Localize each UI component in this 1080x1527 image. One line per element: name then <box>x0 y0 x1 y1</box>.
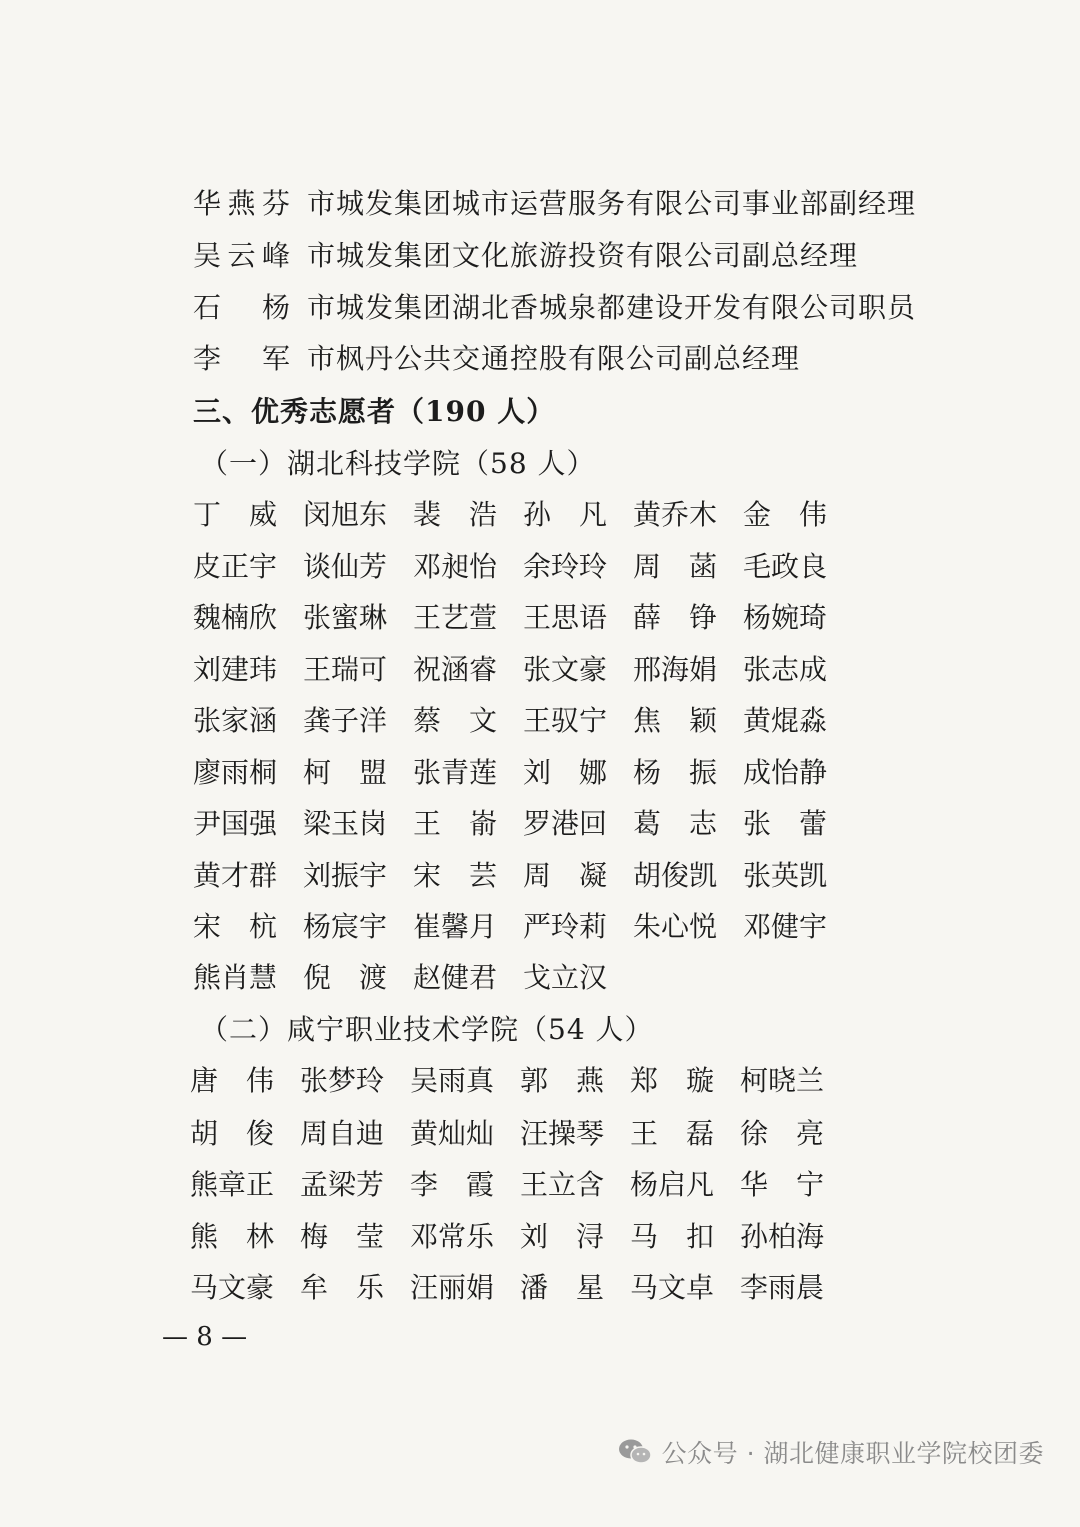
volunteer-name: 杨宸宇 <box>303 910 388 943</box>
volunteer-name: 张文豪 <box>523 653 608 686</box>
volunteer-name: 张青莲 <box>413 756 498 789</box>
volunteer-name: 郭 燕 <box>520 1064 605 1097</box>
volunteer-name: 胡 俊 <box>190 1117 275 1150</box>
volunteer-name: 梅 莹 <box>300 1220 385 1253</box>
volunteer-name: 邓健宇 <box>743 910 828 943</box>
volunteer-name: 徐 亮 <box>740 1117 825 1150</box>
volunteer-name: 李雨晨 <box>740 1271 825 1304</box>
volunteer-name: 梁玉岗 <box>303 807 388 840</box>
volunteer-name: 李 霞 <box>410 1168 495 1201</box>
volunteer-name: 张 蕾 <box>743 807 828 840</box>
volunteer-name: 廖雨桐 <box>193 756 278 789</box>
volunteer-name: 裴 浩 <box>413 498 498 531</box>
volunteer-name: 孙柏海 <box>740 1220 825 1253</box>
volunteer-name: 张蜜琳 <box>303 601 388 634</box>
volunteer-name: 王 磊 <box>630 1117 715 1150</box>
volunteer-name: 柯 盟 <box>303 756 388 789</box>
staff-line <box>193 186 916 222</box>
name-row <box>193 549 853 585</box>
name-row <box>193 858 853 894</box>
volunteer-name: 吴雨真 <box>410 1064 495 1097</box>
name-row <box>190 1167 850 1203</box>
staff-name: 石 杨 <box>193 291 291 324</box>
volunteer-name: 孙 凡 <box>523 498 608 531</box>
staff-line <box>193 341 800 377</box>
staff-name: 华燕芬 <box>193 187 291 220</box>
volunteer-name: 刘 浔 <box>520 1220 605 1253</box>
subsection-2-heading: （二）咸宁职业技术学院（54 人） <box>200 1013 654 1046</box>
page-number: — 8 — <box>162 1322 248 1352</box>
name-row <box>193 909 853 945</box>
volunteer-name: 王立含 <box>520 1168 605 1201</box>
volunteer-name: 王艺萱 <box>413 601 498 634</box>
name-row <box>190 1270 850 1306</box>
volunteer-name: 赵健君 <box>413 961 498 994</box>
volunteer-name: 周 凝 <box>523 859 608 892</box>
volunteer-name: 邓常乐 <box>410 1220 495 1253</box>
staff-line <box>193 238 858 274</box>
volunteer-name: 邓昶怡 <box>413 550 498 583</box>
volunteer-name: 王思语 <box>523 601 608 634</box>
volunteer-name: 马文卓 <box>630 1271 715 1304</box>
staff-title: 市城发集团湖北香城泉都建设开发有限公司职员 <box>307 291 917 324</box>
staff-name: 吴云峰 <box>193 239 291 272</box>
volunteer-name: 周自迪 <box>300 1117 385 1150</box>
volunteer-name: 王驭宁 <box>523 704 608 737</box>
volunteer-name: 余玲玲 <box>523 550 608 583</box>
volunteer-name: 黄乔木 <box>633 498 718 531</box>
volunteer-name: 尹国强 <box>193 807 278 840</box>
volunteer-name: 孟梁芳 <box>300 1168 385 1201</box>
name-row <box>193 497 853 533</box>
volunteer-name: 祝涵睿 <box>413 653 498 686</box>
section-three-heading: 三、优秀志愿者（190 人） <box>193 395 556 428</box>
volunteer-name: 汪操琴 <box>520 1117 605 1150</box>
volunteer-name: 宋 芸 <box>413 859 498 892</box>
volunteer-name: 黄焜淼 <box>743 704 828 737</box>
staff-title: 市城发集团城市运营服务有限公司事业部副经理 <box>307 187 917 220</box>
volunteer-name: 潘 星 <box>520 1271 605 1304</box>
volunteer-name: 龚子洋 <box>303 704 388 737</box>
staff-title: 市城发集团文化旅游投资有限公司副总经理 <box>307 239 859 272</box>
volunteer-name: 葛 志 <box>633 807 718 840</box>
volunteer-name: 毛政良 <box>743 550 828 583</box>
name-row <box>193 600 853 636</box>
volunteer-name: 戈立汉 <box>523 961 608 994</box>
volunteer-name: 金 伟 <box>743 498 828 531</box>
volunteer-name: 周 菡 <box>633 550 718 583</box>
volunteer-name: 郑 璇 <box>630 1064 715 1097</box>
volunteer-name: 汪丽娟 <box>410 1271 495 1304</box>
volunteer-name: 熊肖慧 <box>193 961 278 994</box>
volunteer-name: 牟 乐 <box>300 1271 385 1304</box>
volunteer-name: 焦 颖 <box>633 704 718 737</box>
volunteer-name: 熊章正 <box>190 1168 275 1201</box>
volunteer-name: 皮正宇 <box>193 550 278 583</box>
volunteer-name: 成怡静 <box>743 756 828 789</box>
volunteer-name: 马文豪 <box>190 1271 275 1304</box>
volunteer-name: 倪 渡 <box>303 961 388 994</box>
volunteer-name: 闵旭东 <box>303 498 388 531</box>
volunteer-name: 刘 娜 <box>523 756 608 789</box>
name-row <box>193 806 853 842</box>
volunteer-name: 柯晓兰 <box>740 1064 825 1097</box>
volunteer-name: 杨 振 <box>633 756 718 789</box>
volunteer-name: 刘振宇 <box>303 859 388 892</box>
volunteer-name: 宋 杭 <box>193 910 278 943</box>
watermark-text: 公众号 · 湖北健康职业学院校团委 <box>661 1439 1044 1468</box>
volunteer-name: 邢海娟 <box>633 653 718 686</box>
name-row <box>193 652 853 688</box>
volunteer-name: 刘建玮 <box>193 653 278 686</box>
name-row <box>190 1063 850 1099</box>
volunteer-name: 王 嵛 <box>413 807 498 840</box>
volunteer-name: 崔馨月 <box>413 910 498 943</box>
volunteer-name: 黄才群 <box>193 859 278 892</box>
volunteer-name: 魏楠欣 <box>193 601 278 634</box>
name-row <box>193 960 633 996</box>
volunteer-name: 严玲莉 <box>523 910 608 943</box>
volunteer-name: 杨启凡 <box>630 1168 715 1201</box>
volunteer-name: 张梦玲 <box>300 1064 385 1097</box>
volunteer-name: 张志成 <box>743 653 828 686</box>
volunteer-name: 丁 威 <box>193 498 278 531</box>
volunteer-name: 杨婉琦 <box>743 601 828 634</box>
wechat-icon <box>618 1438 652 1466</box>
volunteer-name: 唐 伟 <box>190 1064 275 1097</box>
staff-name: 李 军 <box>193 342 291 375</box>
name-row <box>193 703 853 739</box>
name-row <box>190 1116 850 1152</box>
volunteer-name: 蔡 文 <box>413 704 498 737</box>
subsection-1-heading: （一）湖北科技学院（58 人） <box>200 447 596 480</box>
volunteer-name: 张家涵 <box>193 704 278 737</box>
volunteer-name: 薛 铮 <box>633 601 718 634</box>
volunteer-name: 朱心悦 <box>633 910 718 943</box>
volunteer-name: 马 扣 <box>630 1220 715 1253</box>
volunteer-name: 黄灿灿 <box>410 1117 495 1150</box>
volunteer-name: 熊 林 <box>190 1220 275 1253</box>
staff-line <box>193 290 916 326</box>
volunteer-name: 华 宁 <box>740 1168 825 1201</box>
name-row <box>190 1219 850 1255</box>
staff-title: 市枫丹公共交通控股有限公司副总经理 <box>307 342 801 375</box>
volunteer-name: 张英凯 <box>743 859 828 892</box>
watermark <box>618 1434 1044 1470</box>
volunteer-name: 王瑞可 <box>303 653 388 686</box>
name-row <box>193 755 853 791</box>
volunteer-name: 谈仙芳 <box>303 550 388 583</box>
volunteer-name: 罗港回 <box>523 807 608 840</box>
volunteer-name: 胡俊凯 <box>633 859 718 892</box>
